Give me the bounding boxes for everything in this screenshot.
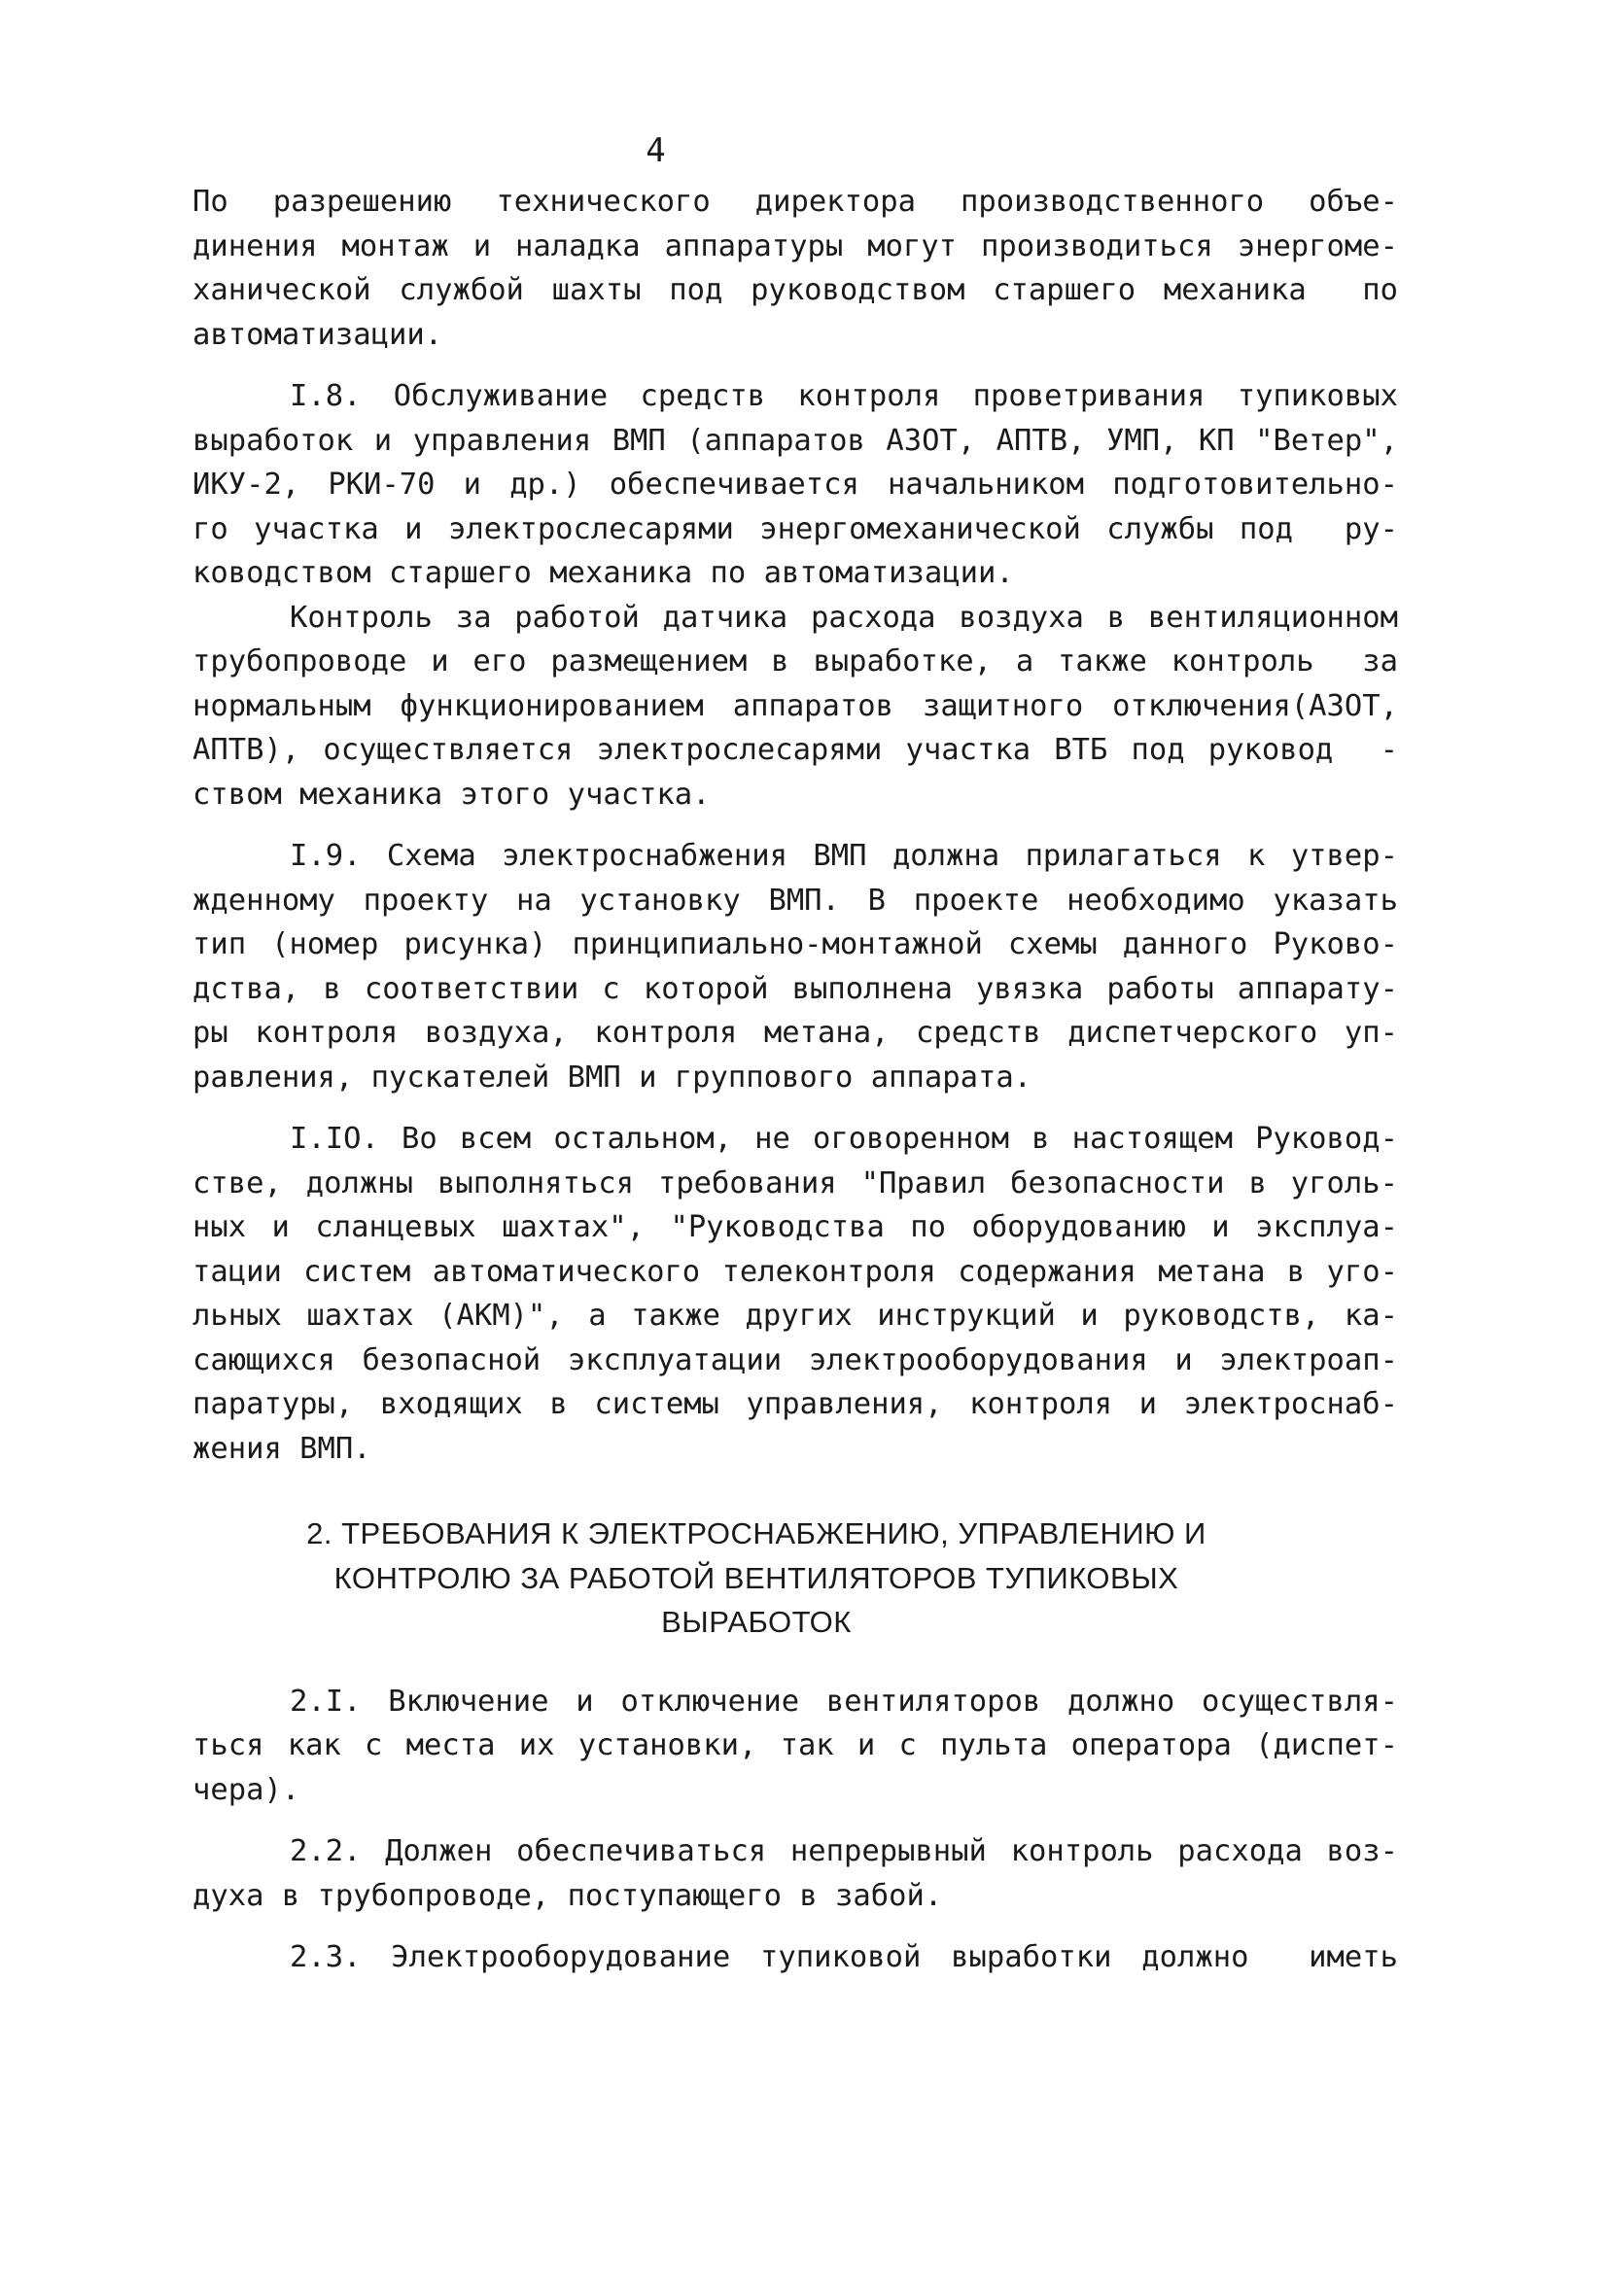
text-line: Контроль за работой датчика расхода воздуха в вентиляционном bbox=[290, 600, 1398, 635]
text-line: равления, пускателей ВМП и группового аппарата. bbox=[192, 1060, 1032, 1095]
paragraph-2-1 bbox=[192, 1680, 1398, 1813]
heading-line: ВЫРАБОТОК bbox=[661, 1605, 852, 1639]
text-line: нормальным функционированием аппаратов защитного отключения(АЗОТ, bbox=[192, 688, 1398, 723]
paragraph-1-8 bbox=[192, 374, 1398, 596]
text-line: динения монтаж и наладка аппаратуры могут производиться энергоме- bbox=[192, 228, 1398, 263]
text-line: тип (номер рисунка) принципиально-монтажной схемы данного Руково- bbox=[192, 927, 1398, 961]
paragraph-2-2 bbox=[192, 1829, 1398, 1918]
text-line: ководством старшего механика по автоматизации. bbox=[192, 556, 1014, 590]
spacer bbox=[192, 1812, 1398, 1829]
text-line: чера). bbox=[192, 1772, 300, 1807]
text-line: ханической службой шахты под руководством старшего механика по bbox=[192, 273, 1398, 307]
paragraph-1-8-control bbox=[192, 596, 1398, 818]
text-line: льных шахтах (АКМ)", а также других инструкций и руководств, ка- bbox=[192, 1299, 1398, 1333]
spacer bbox=[192, 1918, 1398, 1935]
text-line: АПТВ), осуществляется электрослесарями участка ВТБ под руковод - bbox=[192, 733, 1398, 767]
spacer bbox=[192, 1099, 1398, 1117]
text-line: ством механика этого участка. bbox=[192, 777, 711, 812]
text-line: стве, должны выполняться требования "Правил безопасности в уголь- bbox=[192, 1165, 1398, 1200]
text-line: I.9. Схема электроснабжения ВМП должна прилагаться к утвер- bbox=[290, 839, 1398, 873]
document-body bbox=[192, 180, 1398, 1980]
text-line: ться как с места их установки, так и с пульта оператора (диспет- bbox=[192, 1728, 1398, 1762]
text-line: По разрешению технического директора производственного объе- bbox=[192, 185, 1398, 219]
section-2-heading bbox=[192, 1512, 1398, 1645]
text-line: жения ВМП. bbox=[192, 1431, 371, 1466]
text-line: тации систем автоматического телеконтроля содержания метана в уго- bbox=[192, 1254, 1398, 1289]
heading-line: КОНТРОЛЮ ЗА РАБОТОЙ ВЕНТИЛЯТОРОВ ТУПИКОВЫХ bbox=[333, 1560, 1179, 1595]
text-line: дства, в соответствии с которой выполнена увязка работы аппарату- bbox=[192, 971, 1398, 1006]
text-line: духа в трубопроводе, поступающего в забой. bbox=[192, 1878, 943, 1913]
paragraph-2-3 bbox=[192, 1935, 1398, 1980]
heading-line: 2. ТРЕБОВАНИЯ К ЭЛЕКТРОСНАБЖЕНИЮ, УПРАВЛЕНИЮ И bbox=[306, 1516, 1206, 1550]
text-line: ры контроля воздуха, контроля метана, средств диспетчерского уп- bbox=[192, 1016, 1398, 1050]
paragraph-1-10 bbox=[192, 1117, 1398, 1471]
text-line: 2.2. Должен обеспечиваться непрерывный контроль расхода воз- bbox=[290, 1834, 1398, 1868]
text-line: выработок и управления ВМП (аппаратов АЗОТ, АПТВ, УМП, КП "Ветер", bbox=[192, 423, 1398, 458]
page-number: 4 bbox=[646, 131, 667, 170]
text-line: ных и сланцевых шахтах", "Руководства по оборудованию и эксплуа- bbox=[192, 1210, 1398, 1244]
spacer bbox=[192, 1471, 1398, 1512]
paragraph-1-9 bbox=[192, 834, 1398, 1099]
text-line: жденному проекту на установку ВМП. В проекте необходимо указать bbox=[192, 883, 1398, 918]
text-line: го участка и электрослесарями энергомеханической службы под ру- bbox=[192, 511, 1398, 546]
text-line: I.8. Обслуживание средств контроля проветривания тупиковых bbox=[290, 379, 1398, 413]
spacer bbox=[192, 357, 1398, 374]
text-line: 2.I. Включение и отключение вентиляторов должно осуществля- bbox=[290, 1684, 1398, 1719]
text-line: сающихся безопасной эксплуатации электрооборудования и электроап- bbox=[192, 1342, 1398, 1377]
text-line: 2.3. Электрооборудование тупиковой выработки должно иметь bbox=[290, 1940, 1398, 1974]
text-line: автоматизации. bbox=[192, 317, 443, 352]
spacer bbox=[192, 817, 1398, 834]
text-line: трубопроводе и его размещением в выработке, а также контроль за bbox=[192, 644, 1398, 678]
text-line: паратуры, входящих в системы управления, контроля и электроснаб- bbox=[192, 1387, 1398, 1421]
text-line: I.IO. Во всем остальном, не оговоренном в настоящем Руковод- bbox=[290, 1122, 1398, 1156]
paragraph-authorization bbox=[192, 180, 1398, 357]
text-line: ИКУ-2, РКИ-70 и др.) обеспечивается начальником подготовительно- bbox=[192, 468, 1398, 502]
spacer bbox=[192, 1645, 1398, 1680]
